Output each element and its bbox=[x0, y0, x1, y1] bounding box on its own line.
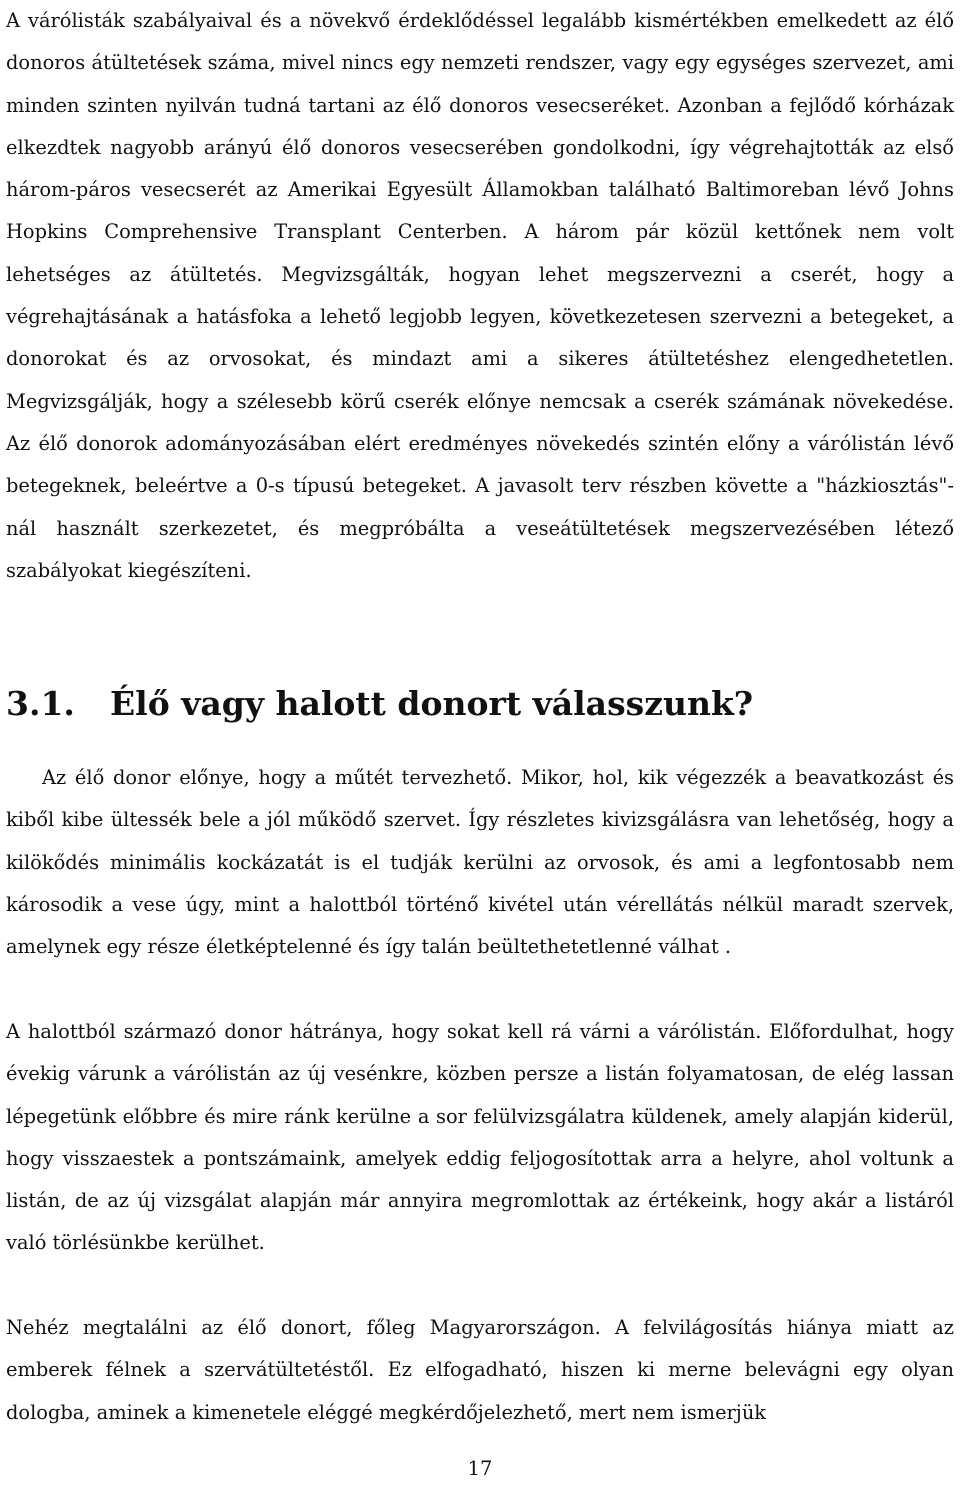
section-number: 3.1. bbox=[6, 684, 75, 723]
section-heading bbox=[6, 676, 753, 732]
paragraph-living-donor-advantage: Az élő donor előnye, hogy a műtét tervezhető. Mikor, hol, kik végezzék a beavatkozást és kiből kibe ültessék bele a jól működő szervet. Így részletes kivizsgálásra van lehetőség, hogy a kilökődés minimális kockázatát is el tudják kerülni az orvosok, és ami a legfontosabb nem károsodik a vese úgy, mint a halottból történő kivétel után vérellátás nélkül maradt szervek, amelynek egy része életképtelenné és így talán beültethetetlenné válhat . bbox=[6, 766, 954, 959]
page-number: 17 bbox=[467, 1457, 493, 1480]
section-title: Élő vagy halott donort válasszunk? bbox=[110, 684, 754, 723]
paragraph-finding-donor: Nehéz megtalálni az élő donort, főleg Magyarországon. A felvilágosítás hiánya miatt az emberek félnek a szervátültetéstől. Ez elfogadható, hiszen ki merne belevágni egy olyan dologba, aminek a kimenetele eléggé megkérdőjelezhető, mert nem ismerjük bbox=[6, 1316, 954, 1424]
paragraph-deceased-donor-disadvantage: A halottból származó donor hátránya, hogy sokat kell rá várni a várólistán. Előfordulhat, hogy évekig várunk a várólistán az új vesénkre, közben persze a listán folyamatosan, de elég lassan lépegetünk előbbre és mire ránk kerülne a sor felülvizsgálatra küldenek, amely alapján kiderül, hogy visszaestek a pontszámaink, amelyek eddig feljogosítottak arra a helyre, ahol voltunk a listán, de az új vizsgálat alapján már annyira megromlottak az értékeink, hogy akár a listáról való törlésünkbe kerülhet. bbox=[6, 1020, 954, 1255]
paragraph-kidney-exchange: A várólisták szabályaival és a növekvő érdeklődéssel legalább kismértékben emelkedett az élő donoros átültetések száma, mivel nincs egy nemzeti rendszer, vagy egy egységes szervezet, ami minden szinten nyilván tudná tartani az élő donoros vesecseréket. Azonban a fejlődő kórházak elkezdtek nagyobb arányú élő donoros vesecserében gondolkodni, így végrehajtották az első három-páros vesecserét az Amerikai Egyesült Államokban található Baltimoreban lévő Johns Hopkins Comprehensive Transplant Centerben. A három pár közül kettőnek nem volt lehetséges az átültetés. Megvizsgálták, hogyan lehet megszervezni a cserét, hogy a végrehajtásának a hatásfoka a lehető legjobb legyen, következetesen szervezni a betegeket, a donorokat és az orvosokat, és mindazt ami a sikeres átültetéshez elengedhetetlen. Megvizsgálják, hogy a szélesebb körű cserék előnye nemcsak a cserék számának növekedése. Az élő donorok adományozásában elért eredményes növekedés szintén előny a várólistán lévő betegeknek, beleértve a 0-s típusú betegeket. A javasolt terv részben követte a "házkiosztás"-nál használt szerkezetet, és megpróbálta a veseátültetések megszervezésében létező szabályokat kiegészíteni. bbox=[6, 9, 954, 582]
